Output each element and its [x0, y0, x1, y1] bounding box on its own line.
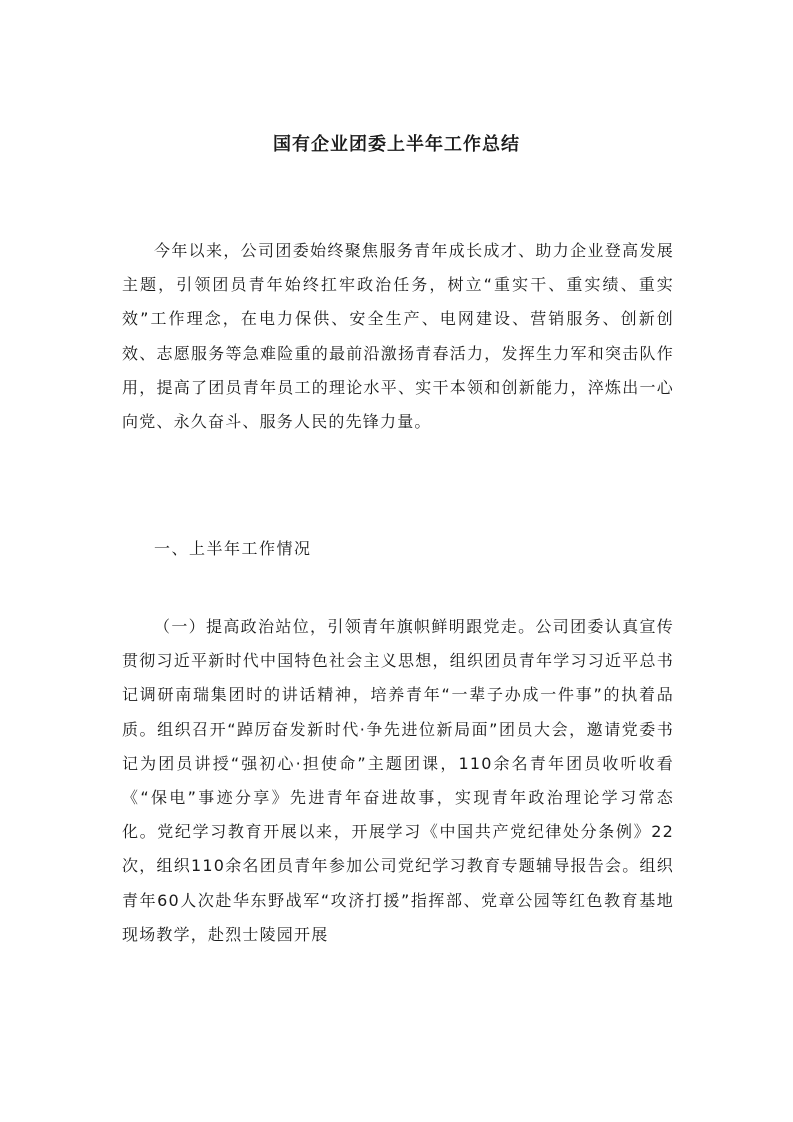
intro-paragraph: 今年以来，公司团委始终聚焦服务青年成长成才、助力企业登高发展主题，引领团员青年始终扛牢政治任务，树立“重实干、重实绩、重实效”工作理念，在电力保供、安全生产、电网建设、营销服务、创新创效、志愿服务等急难险重的最前沿激扬青春活力，发挥生力军和突击队作用，提高了团员青年员工的理论水平、实干本领和创新能力，淬炼出一心向党、永久奋斗、服务人民的先锋力量。 — [122, 241, 674, 432]
section-heading: 一、上半年工作情况 — [154, 539, 312, 558]
section-paragraph: （一）提高政治站位，引领青年旗帜鲜明跟党走。公司团委认真宣传贯彻习近平新时代中国特色社会主义思想，组织团员青年学习习近平总书记调研南瑞集团时的讲话精神，培养青年“一辈子办成一件事”的执着品质。组织召开“踔厉奋发新时代·争先进位新局面”团员大会，邀请党委书记为团员讲授“强初心·担使命”主题团课，110余名青年团员收听收看《“保电”事迹分享》先进青年奋进故事，实现青年政治理论学习常态化。党纪学习教育开展以来，开展学习《中国共产党纪律处分条例》22次，组织110余名团员青年参加公司党纪学习教育专题辅导报告会。组织青年60人次赴华东野战军“攻济打援”指挥部、党章公园等红色教育基地现场教学，赴烈士陵园开展 — [122, 617, 674, 944]
document-title: 国有企业团委上半年工作总结 — [273, 134, 520, 155]
